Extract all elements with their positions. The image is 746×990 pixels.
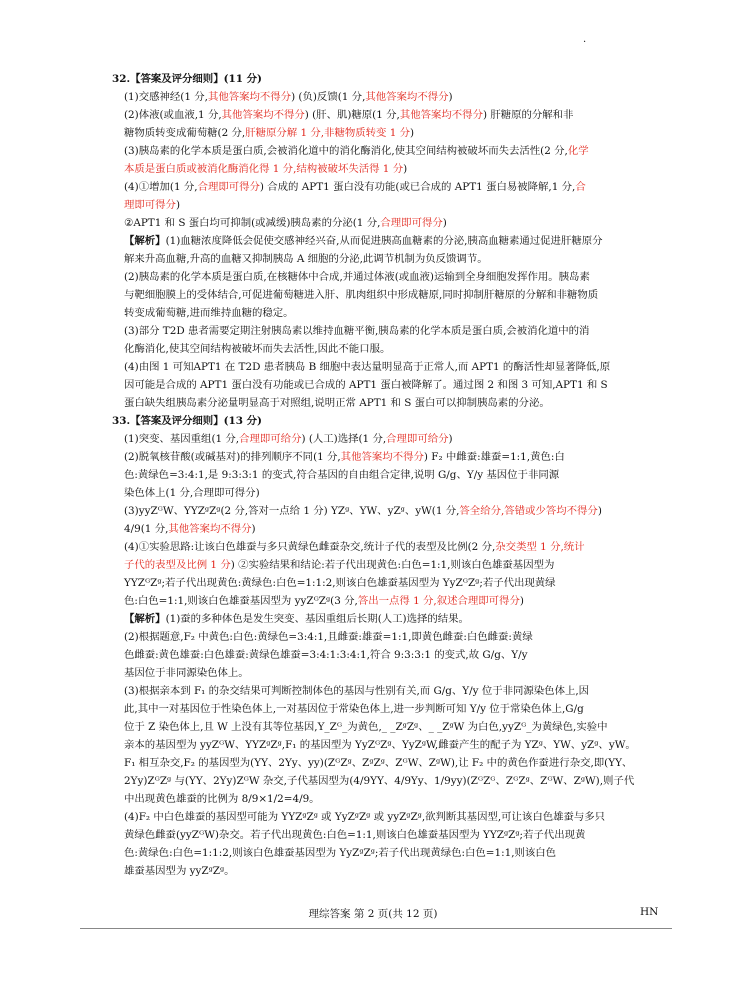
answer-text: (1)突变、基因重组(1 分, (124, 433, 240, 445)
text-line (112, 772, 668, 790)
answer-text: 糖物质转变成葡萄糖(2 分, (124, 127, 246, 139)
answer-text: ) (519, 595, 524, 607)
answer-text: 因可能是合成的 APT1 蛋白没有功能或已合成的 APT1 蛋白被降解了。通过图 2 和图 3 可知,APT1 和 S (124, 379, 608, 391)
section-heading: 【解析】 (124, 235, 166, 247)
text-line (112, 394, 668, 412)
answer-text: 与靶细胞膜上的受体结合,可促进葡萄糖进入肝、肌肉组织中形成糖原,同时抑制肝糖原的分解和非糖物质 (124, 289, 599, 301)
answer-text: 转变成葡萄糖,进而维持血糖的稳定。 (124, 307, 294, 319)
answer-text: 蛋白缺失组胰岛素分泌量明显高于对照组,说明正常 APT1 和 S 蛋白可以抑制胰岛素的分泌。 (124, 397, 550, 409)
footer-page-info: 理综答案 第 2 页(共 12 页) (308, 908, 438, 920)
answer-text: (1)蚕的多种体色是发生突变、基因重组后长期(人工)选择的结果。 (165, 613, 469, 625)
answer-text: ) (人工)选择(1 分, (301, 433, 387, 445)
scoring-note: 合理即可得分 (197, 181, 260, 193)
answer-text: 雄蚕基因型为 yyZᵍZᵍ。 (124, 865, 235, 877)
text-line (112, 556, 668, 574)
scoring-note: 合理即可给分 (386, 433, 449, 445)
text-line (112, 844, 668, 862)
text-line (112, 808, 668, 826)
text-line (112, 718, 668, 736)
answer-text: 色:白色=1:1,则该白色雄蚕基因型为 yyZᴳZᵍ(3 分, (124, 595, 358, 607)
text-line (112, 628, 668, 646)
answer-text: ) (403, 163, 408, 175)
answer-text: ) (负)反馈(1 分, (291, 91, 366, 103)
text-line (112, 214, 668, 232)
answer-text: (2)脱氧核苷酸(或碱基对)的排列顺序不同(1 分, (124, 451, 341, 463)
text-line (112, 142, 668, 160)
scoring-note: 合理即可给分 (239, 433, 302, 445)
answer-text: ) (175, 199, 181, 211)
text-line (112, 592, 668, 610)
answer-text: (3)部分 T2D 患者需要定期注射胰岛素以维持血糖平衡,胰岛素的化学本质是蛋白质,会被消化道中的消 (124, 325, 590, 337)
answer-text: (3)yyZᴳW、YYZᵍZᵍ(2 分,答对一点给 1 分) YZᵍ、YW、yZᵍ、yW(1 分, (124, 505, 460, 517)
scoring-note: 其他答案均不得分 (221, 109, 305, 121)
text-line (112, 430, 668, 448)
answer-text: ) (肝、肌)糖原(1 分, (304, 109, 400, 121)
footer-region-code: HN (640, 906, 659, 918)
answer-text: (2)根据题意,F₂ 中黄色:白色:黄绿色=3:4:1,且雌蚕:雄蚕=1:1,即黄色雌蚕:白色雌蚕:黄绿 (124, 631, 533, 643)
answer-text: YYZᴳZᵍ;若子代出现黄色:黄绿色:白色=1:1:2,则该白色雄蚕基因型为 YyZᴳZᵍ;若子代出现黄绿 (124, 577, 556, 589)
answer-text: (4)①实验思路:让该白色雄蚕与多只黄绿色雌蚕杂交,统计子代的表型及比例(2 分, (124, 541, 496, 553)
text-line (112, 70, 668, 88)
scoring-note: 本质是蛋白质或被消化酶消化得 1 分,结构被破坏失活得 1 分 (124, 163, 404, 175)
text-line (112, 664, 668, 682)
answer-text: ) 肝糖原的分解和非 (482, 109, 574, 121)
scoring-note: 理即可得分 (124, 199, 176, 211)
scoring-note: 杂交类型 1 分,统计 (495, 541, 585, 553)
scoring-note: 肝糖原分解 1 分,非糖物质转变 1 分 (245, 127, 411, 139)
text-line (112, 448, 668, 466)
scoring-note: 其他答案均不得分 (365, 91, 449, 103)
answer-text: (4)由图 1 可知APT1 在 T2D 患者胰岛 B 细胞中表达量明显高于正常人,而 APT1 的酶活性却显著降低,原 (124, 361, 611, 373)
text-line (112, 790, 668, 808)
answer-text: (4)F₂ 中白色雄蚕的基因型可能为 YYZᵍZᵍ 或 YyZᵍZᵍ 或 yyZᵍZᵍ,欲判断其基因型,可让该白色雄蚕与多只 (124, 811, 606, 823)
text-line (112, 466, 668, 484)
text-line (112, 700, 668, 718)
text-line (112, 538, 668, 556)
answer-text: ) (448, 91, 453, 103)
answer-text: 2Yy)ZᴳZᵍ 与(YY、2Yy)ZᴳW 杂交,子代基因型为(4/9YY、4/9Yy、1/9yy)(ZᴳZᴳ、ZᴳZᵍ、ZᴳW、ZᵍW),则子代 (124, 775, 635, 787)
text-line (112, 268, 668, 286)
answer-text: 基因位于非同源染色体上。 (124, 667, 249, 679)
answer-text: 色:黄绿色=3:4:1,是 9:3:3:1 的变式,符合基因的自由组合定律,说明 G/g、Y/y 基因位于非同源 (124, 469, 560, 481)
answer-text: ②APT1 和 S 蛋白均可抑制(或减缓)胰岛素的分泌(1 分, (124, 217, 381, 229)
text-line (112, 88, 668, 106)
answer-text: ) (597, 505, 602, 517)
text-line (112, 646, 668, 664)
text-line (112, 358, 668, 376)
answer-text: (2)胰岛素的化学本质是蛋白质,在核糖体中合成,并通过体液(或血液)运输到全身细胞发挥作用。胰岛素 (124, 271, 590, 283)
answer-text: 中出现黄色雄蚕的比例为 8/9×1/2=4/9。 (124, 793, 320, 805)
text-line (112, 124, 668, 142)
text-line (112, 322, 668, 340)
answer-text: 色雌蚕:黄色雄蚕:白色雄蚕:黄绿色雄蚕=3:4:1:3:4:1,符合 9:3:3:1 的变式,故 G/g、Y/y (124, 649, 528, 661)
text-line (112, 502, 668, 520)
scoring-note: 其他答案均不得分 (340, 451, 424, 463)
scoring-note: 其他答案均不得分 (168, 523, 252, 535)
text-line (112, 178, 668, 196)
text-line (112, 862, 668, 880)
scoring-note: 其他答案均不得分 (399, 109, 483, 121)
section-heading: 33.【答案及评分细则】(13 分) (112, 415, 262, 427)
text-line (112, 826, 668, 844)
answer-text: 此,其中一对基因位于性染色体上,一对基因位于常染色体上,进一步判断可知 Y/y 位于常染色体上,G/g (124, 703, 584, 715)
text-line (112, 250, 668, 268)
answer-document-body (112, 70, 668, 880)
answer-text: ) (410, 127, 415, 139)
answer-text: 黄绿色雌蚕(yyZᴳW)杂交。若子代出现黄色:白色=1:1,则该白色雄蚕基因型为 YYZᵍZᵍ;若子代出现黄 (124, 829, 586, 841)
scoring-note: 化学 (567, 145, 589, 157)
text-line (112, 340, 668, 358)
text-line (112, 574, 668, 592)
answer-text: 4/9(1 分, (124, 523, 169, 535)
answer-text: ) F₂ 中雌蚕:雄蚕=1:1,黄色:白 (423, 451, 565, 463)
scoring-note: 合 (575, 181, 586, 193)
page-mark-dot: . (583, 34, 587, 45)
text-line (112, 610, 668, 628)
answer-text: (3)胰岛素的化学本质是蛋白质,会被消化道中的消化酶消化,使其空间结构被破坏而失去活性(2 分, (124, 145, 568, 157)
section-heading: 32.【答案及评分细则】(11 分) (112, 73, 262, 85)
text-line (112, 160, 668, 178)
text-line (112, 754, 668, 772)
text-line (112, 376, 668, 394)
scoring-note: 答全给分,答错或少答均不得分 (459, 505, 598, 517)
answer-text: 染色体上(1 分,合理即可得分) (124, 487, 260, 499)
text-line (112, 304, 668, 322)
text-line (112, 520, 668, 538)
answer-text: (2)体液(或血液,1 分, (124, 109, 222, 121)
answer-text: (1)交感神经(1 分, (124, 91, 208, 103)
answer-text: (3)根据亲本到 F₁ 的杂交结果可判断控制体色的基因与性别有关,而 G/g、Y/y 位于非同源染色体上,因 (124, 685, 590, 697)
answer-text: ) ②实验结果和结论:若子代出现黄色:白色=1:1,则该白色雄蚕基因型为 (230, 559, 555, 571)
section-heading: 【解析】 (124, 613, 166, 625)
answer-text: ) (251, 523, 256, 535)
scoring-note: 子代的表型及比例 1 分 (124, 559, 231, 571)
scoring-note: 答出一点得 1 分,叙述合理即可得分 (357, 595, 520, 607)
answer-text: 位于 Z 染色体上,且 W 上没有其等位基因,Y_Zᴳ_为黄色,_ _ZᵍZᵍ、_ _ZᵍW 为白色,yyZᴳ_为黄绿色,实验中 (124, 721, 608, 733)
text-line (112, 682, 668, 700)
answer-text: 解来升高血糖,升高的血糖又抑制胰岛 A 细胞的分泌,此调节机制为负反馈调节。 (124, 253, 488, 265)
answer-text: 化酶消化,使其空间结构被破坏而失去活性,因此不能口服。 (124, 343, 391, 355)
answer-text: (4)①增加(1 分, (124, 181, 198, 193)
answer-text: (1)血糖浓度降低会促使交感神经兴奋,从而促进胰高血糖素的分泌,胰高血糖素通过促进肝糖原分 (165, 235, 603, 247)
scoring-note: 合理即可得分 (380, 217, 443, 229)
text-line (112, 106, 668, 124)
answer-text: 色:黄绿色:白色=1:1:2,则该白色雄蚕基因型为 YyZᵍZᵍ;若子代出现黄绿色:白色=1:1,则该白色 (124, 847, 557, 859)
text-line (112, 736, 668, 754)
text-line (112, 412, 668, 430)
answer-text: ) (448, 433, 453, 445)
scoring-note: 其他答案均不得分 (207, 91, 292, 103)
answer-text: ) 合成的 APT1 蛋白没有功能(或已合成的 APT1 蛋白易被降解,1 分, (259, 181, 576, 193)
footer-divider (80, 928, 672, 929)
text-line (112, 196, 668, 214)
text-line (112, 484, 668, 502)
text-line (112, 286, 668, 304)
answer-text: ) (442, 217, 447, 229)
answer-text: 亲本的基因型为 yyZᴳW、YYZᵍZᵍ,F₁ 的基因型为 YyZᴳZᵍ、YyZᵍW,雌蚕产生的配子为 YZᵍ、YW、yZᵍ、yW。 (124, 739, 636, 751)
answer-text: F₁ 相互杂交,F₂ 的基因型为(YY、2Yy、yy)(ZᴳZᵍ、ZᵍZᵍ、ZᴳW、ZᵍW),让 F₂ 中的黄色作蚕进行杂交,即(YY、 (124, 757, 633, 769)
text-line (112, 232, 668, 250)
